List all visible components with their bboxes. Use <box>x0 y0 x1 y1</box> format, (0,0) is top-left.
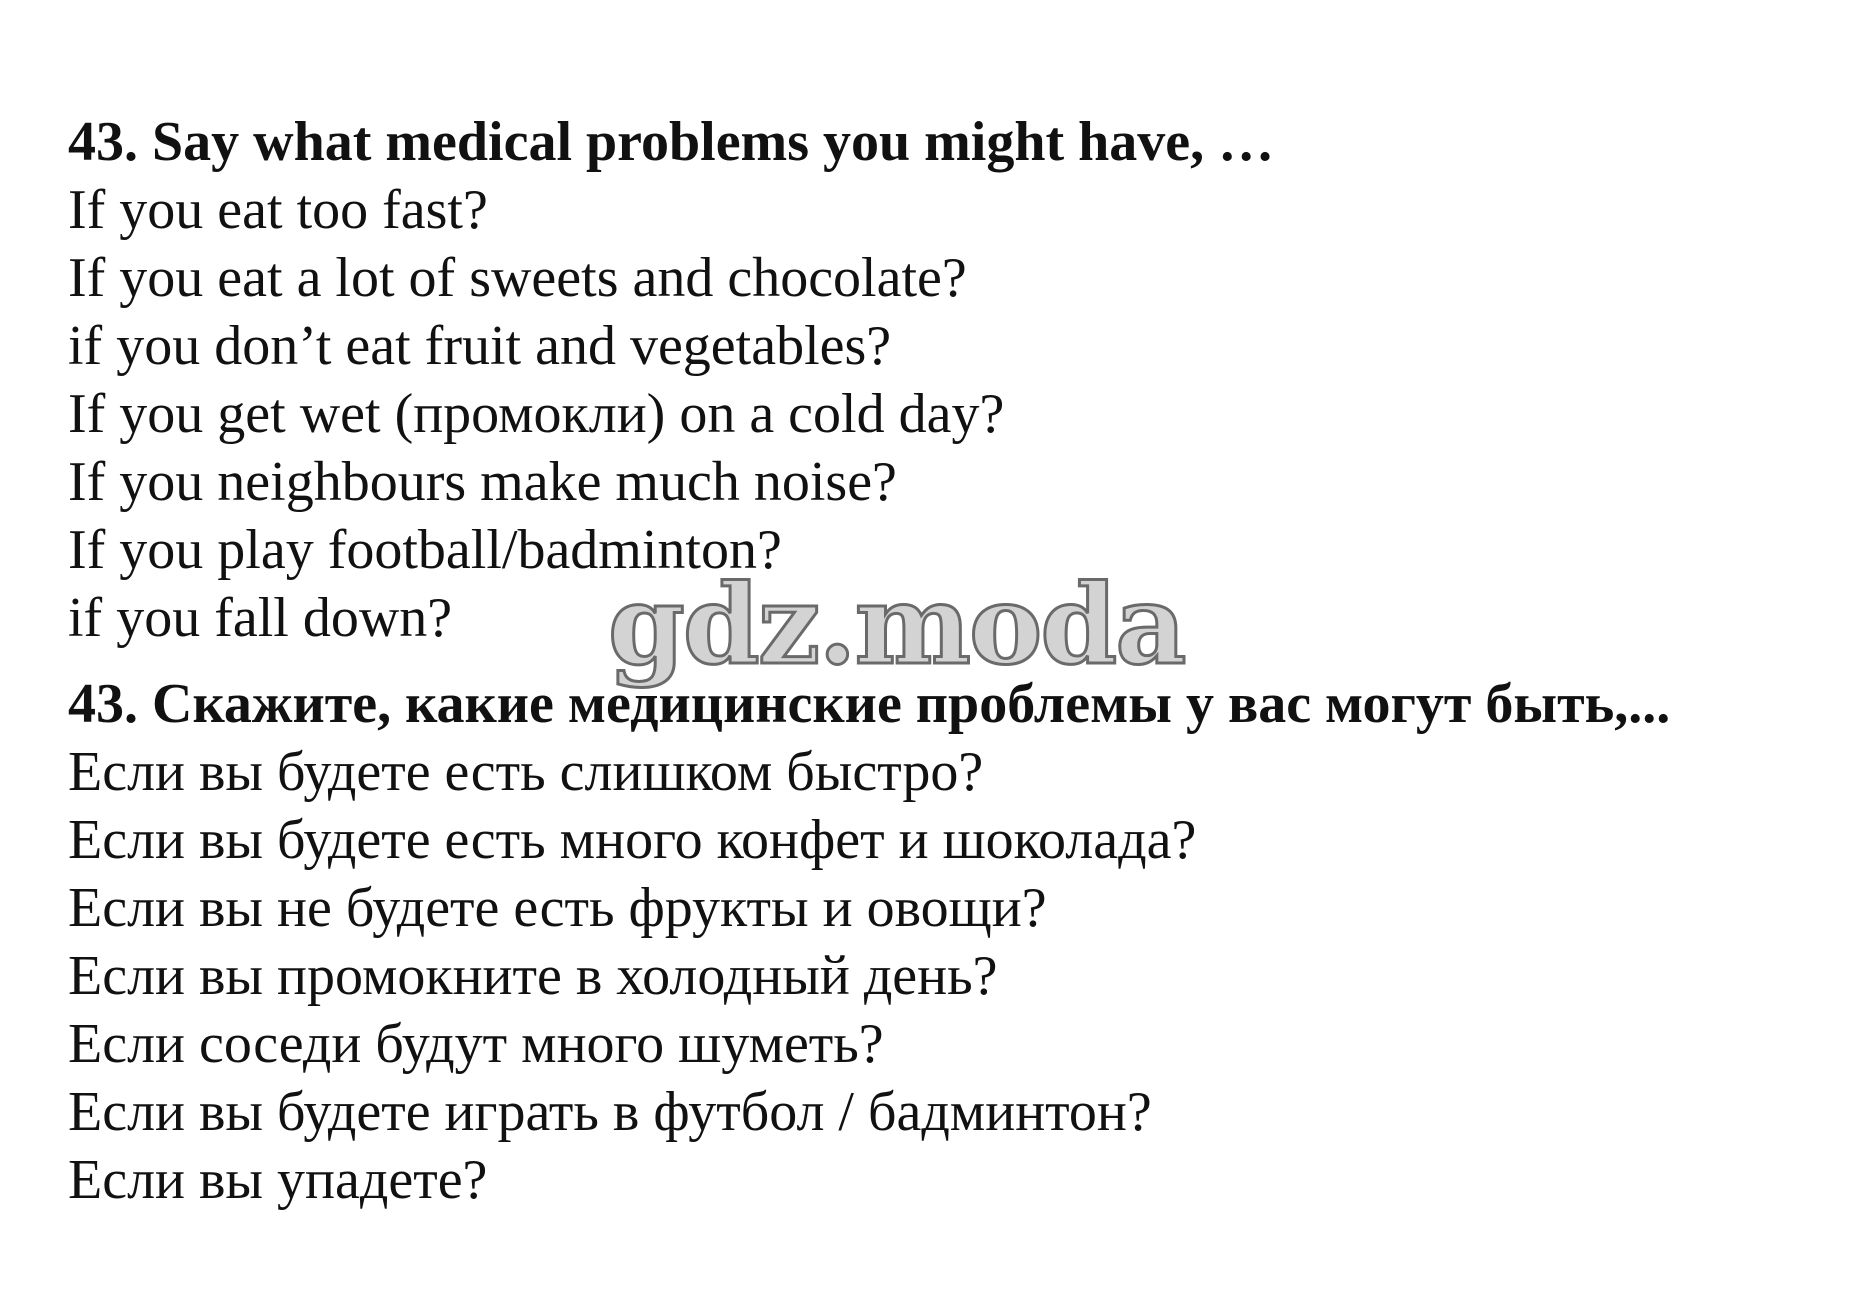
english-line-2: If you eat a lot of sweets and chocolate? <box>68 247 967 309</box>
english-line-5: If you neighbours make much noise? <box>68 451 897 513</box>
russian-heading: 43. Скажите, какие медицинские проблемы у вас могут быть,... <box>68 673 1671 735</box>
russian-line-6: Если вы будете играть в футбол / бадминтон? <box>68 1081 1152 1143</box>
russian-line-4: Если вы промокните в холодный день? <box>68 945 998 1007</box>
english-line-1: If you eat too fast? <box>68 179 488 241</box>
english-line-4: If you get wet (промокли) on a cold day? <box>68 383 1005 445</box>
russian-line-3: Если вы не будете есть фрукты и овощи? <box>68 877 1047 939</box>
english-heading: 43. Say what medical problems you might have, … <box>68 111 1275 173</box>
russian-line-2: Если вы будете есть много конфет и шоколада? <box>68 809 1197 871</box>
russian-line-1: Если вы будете есть слишком быстро? <box>68 741 984 803</box>
watermark-logo: gdz.moda <box>608 560 1185 689</box>
russian-line-5: Если соседи будут много шуметь? <box>68 1013 884 1075</box>
english-line-6: If you play football/badminton? <box>68 519 782 581</box>
english-line-7: if you fall down? <box>68 587 453 649</box>
english-line-3: if you don’t eat fruit and vegetables? <box>68 315 892 377</box>
russian-line-7: Если вы упадете? <box>68 1149 488 1211</box>
